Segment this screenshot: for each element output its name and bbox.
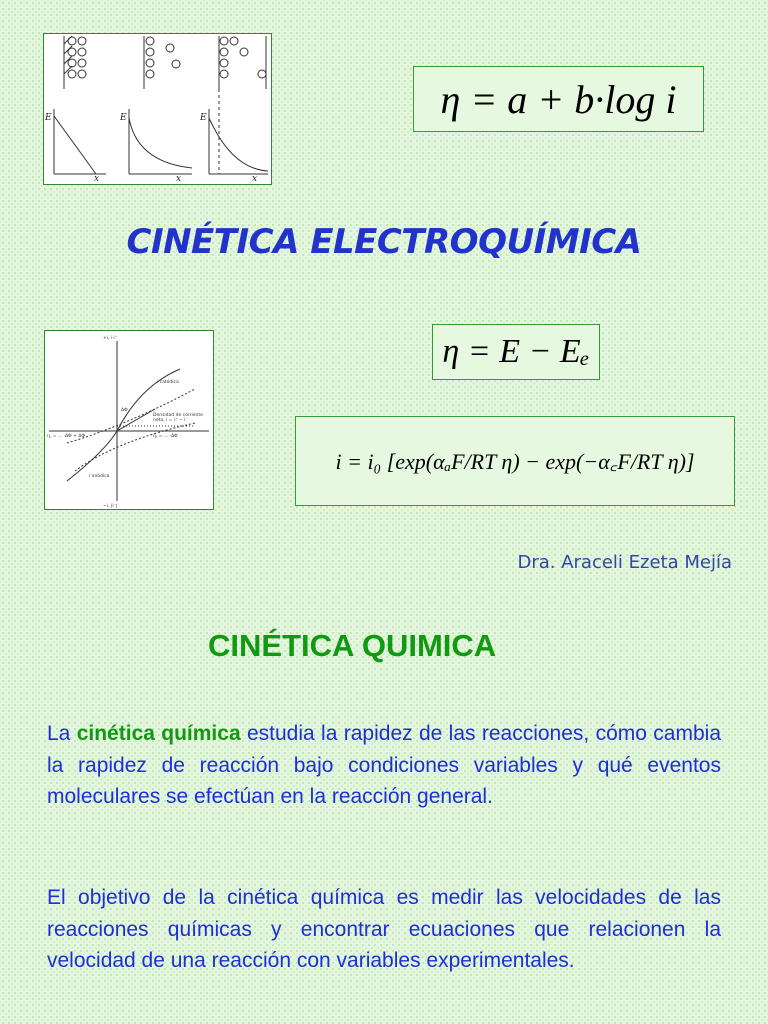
butler-volmer-equation xyxy=(295,416,735,506)
polarization-curve-svg xyxy=(45,331,212,508)
paragraph-1-prefix: La xyxy=(47,722,77,745)
tafel-equation-text: η = a + b·log i xyxy=(440,76,677,122)
paragraph-1-rest: estudia la rapidez de las reacciones, cómo cambia la rapidez de reacción bajo condiciones variables y qué eventos moleculares se efectúan en la reacción general. xyxy=(47,722,721,808)
overpotential-equation-text: η = E − Eₑ xyxy=(442,333,590,370)
overpotential-equation xyxy=(432,324,600,380)
axis-e-label-3: E xyxy=(200,113,207,123)
pol-density-label-2: neta, i = i⁺ − i⁻ xyxy=(153,418,188,423)
paragraph-1 xyxy=(47,718,721,813)
axis-e-label-1: E xyxy=(45,113,52,123)
pol-bottom-label: −i, |i⁻| xyxy=(103,504,118,508)
pol-density-label-1: Densidad de corriente xyxy=(153,413,203,418)
page-title: CINÉTICA ELECTROQUÍMICA xyxy=(126,222,642,262)
tafel-equation xyxy=(413,66,704,132)
paragraph-1-highlight: cinética química xyxy=(76,722,241,745)
potential-profiles-svg xyxy=(44,34,270,183)
pol-left-label: η, = ... ·ΔΦ + ΔΦ xyxy=(47,434,85,439)
pol-right-label: η, = ... ·ΔΦ xyxy=(153,434,178,439)
axis-x-label-1: x xyxy=(94,174,100,183)
axis-x-label-3: x xyxy=(252,174,258,183)
axis-x-label-2: x xyxy=(176,174,182,183)
butler-volmer-equation-text: i = i₀ [exp(αₐF/RT η) − exp(−α꜀F/RT η)] xyxy=(335,449,695,474)
potential-profiles-figure xyxy=(43,33,272,185)
pol-curve-label-2: i anódica xyxy=(89,474,110,479)
paragraph-2: El objetivo de la cinética química es medir las velocidades de las reacciones químicas y encontrar ecuaciones que relacionen la velocidad de una reacción con variables experimentales. xyxy=(47,886,721,972)
axis-e-label-2: E xyxy=(120,113,127,123)
pol-top-label: +i, i·i⁻ xyxy=(103,336,118,341)
section-title: CINÉTICA QUIMICA xyxy=(208,628,497,663)
pol-curve-label-1: i catódica xyxy=(157,380,179,385)
pol-delta-label: ΔΦ xyxy=(121,408,128,413)
author-name: Dra. Araceli Ezeta Mejía xyxy=(517,552,732,573)
polarization-curve-figure xyxy=(44,330,214,510)
